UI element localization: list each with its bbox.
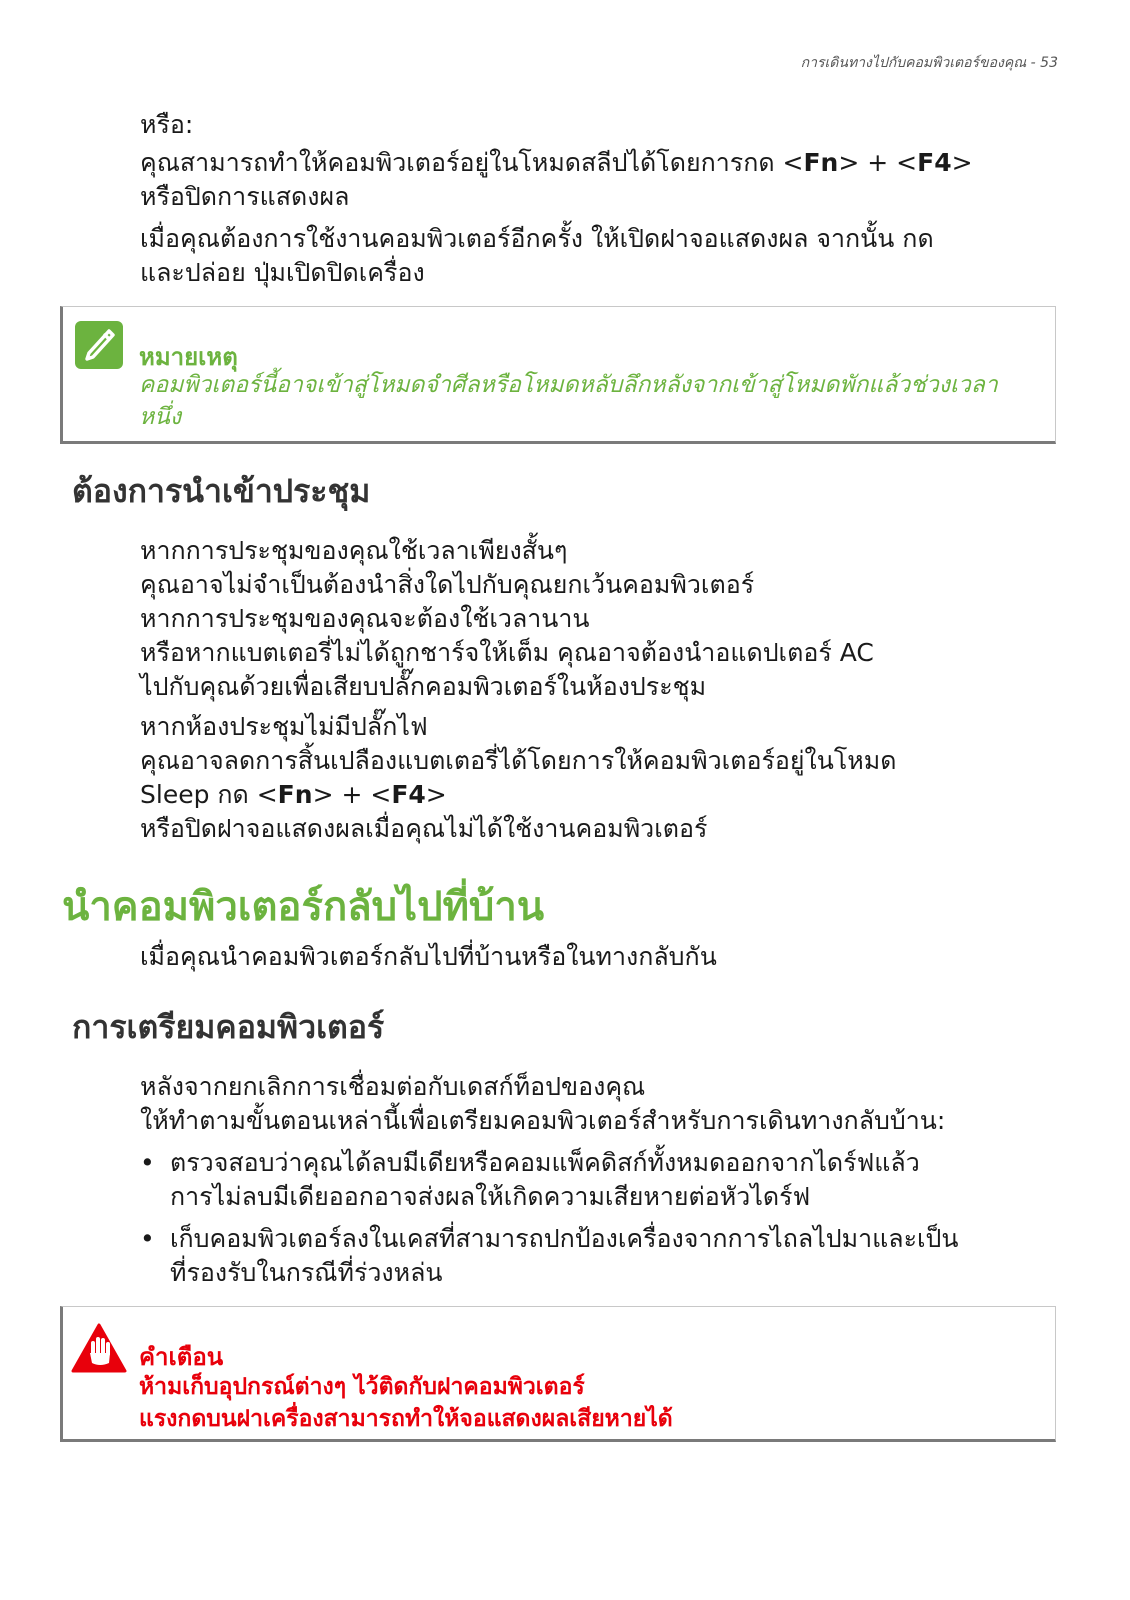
note-title: หมายเหตุ: [139, 343, 238, 371]
note-line2: หนึ่ง: [139, 404, 182, 430]
meeting-line-2: คุณอาจไม่จำเป็นต้องนำสิ่งใดไปกับคุณยกเว้นคอมพิวเตอร์: [140, 570, 755, 599]
hand-stop-icon: [71, 1323, 127, 1375]
sleep-instruction: [140, 146, 1060, 214]
prepare-line-2: ให้ทำตามขั้นตอนเหล่านี้เพื่อเตรียมคอมพิวเตอร์สำหรับการเดินทางกลับบ้าน:: [140, 1106, 946, 1135]
bullet-icon: •: [140, 1224, 155, 1253]
warning-line1: ห้ามเก็บอุปกรณ์ต่างๆ ไว้ติดกับฝาคอมพิวเตอร์: [139, 1374, 585, 1400]
meeting-line-6: หากห้องประชุมไม่มีปลั๊กไฟ: [140, 712, 428, 741]
bullet-text: [170, 1222, 1060, 1290]
meeting-line-8b: > + <: [312, 780, 392, 809]
meeting-line-9: หรือปิดฝาจอแสดงผลเมื่อคุณไม่ได้ใช้งานคอมพิวเตอร์: [140, 814, 708, 843]
wake-text-line2: และปล่อย ปุ่มเปิดปิดเครื่อง: [140, 258, 425, 287]
home-heading: นำคอมพิวเตอร์กลับไปที่บ้าน: [62, 884, 545, 930]
prepare-heading: การเตรียมคอมพิวเตอร์: [72, 1008, 385, 1046]
bullet-2-line2: ที่รองรับในกรณีที่ร่วงหล่น: [170, 1258, 443, 1287]
key-fn: Fn: [803, 148, 839, 177]
sleep-text-a: คุณสามารถทำให้คอมพิวเตอร์อยู่ในโหมดสลีปได้โดยการกด <: [140, 148, 804, 177]
meeting-paragraph-1: [140, 534, 1060, 704]
note-line1: คอมพิวเตอร์นี้อาจเข้าสู่โหมดจำศีลหรือโหมดหลับลึกหลังจากเข้าสู่โหมดพักแล้วช่วงเวลา: [139, 372, 998, 398]
note-text: [139, 369, 1039, 433]
key-fn-2: Fn: [277, 780, 313, 809]
sleep-text-c: >: [951, 148, 973, 177]
meeting-line-8c: >: [425, 780, 447, 809]
bullet-icon: •: [140, 1148, 155, 1177]
warning-line2: แรงกดบนฝาเครื่องสามารถทำให้จอแสดงผลเสียหายได้: [139, 1406, 673, 1432]
bullet-2-line1: เก็บคอมพิวเตอร์ลงในเคสที่สามารถปกป้องเครื่องจากการไถลไปมาและเป็น: [170, 1224, 959, 1253]
meeting-line-8a: Sleep กด <: [140, 780, 278, 809]
warning-title: คำเตือน: [139, 1343, 224, 1371]
bullet-1-line1: ตรวจสอบว่าคุณได้ลบมีเดียหรือคอมแพ็คดิสก์ทั้งหมดออกจากไดร์ฟแล้ว: [170, 1148, 920, 1177]
home-text: เมื่อคุณนำคอมพิวเตอร์กลับไปที่บ้านหรือในทางกลับกัน: [140, 942, 717, 971]
warning-box: [60, 1306, 1056, 1442]
meeting-line-5: ไปกับคุณด้วยเพื่อเสียบปลั๊กคอมพิวเตอร์ในห้องประชุม: [140, 672, 707, 701]
bullet-1-line2: การไม่ลบมีเดียออกอาจส่งผลให้เกิดความเสียหายต่อหัวไดร์ฟ: [170, 1182, 811, 1211]
wake-instruction: [140, 222, 1060, 290]
sleep-text-line2: หรือปิดการแสดงผล: [140, 182, 350, 211]
meeting-line-4: หรือหากแบตเตอรี่ไม่ได้ถูกชาร์จให้เต็ม คุณอาจต้องนำอแดปเตอร์ AC: [140, 638, 874, 667]
pencil-icon: [75, 321, 123, 369]
prepare-line-1: หลังจากยกเลิกการเชื่อมต่อกับเดสก์ท็อปของคุณ: [140, 1072, 646, 1101]
bullet-text: [170, 1146, 1060, 1214]
note-box: [60, 306, 1056, 444]
or-label: หรือ:: [140, 110, 194, 139]
meeting-heading: ต้องการนำเข้าประชุม: [72, 472, 371, 510]
key-f4-2: F4: [391, 780, 426, 809]
meeting-line-3: หากการประชุมของคุณจะต้องใช้เวลานาน: [140, 604, 590, 633]
prepare-intro: [140, 1070, 1060, 1138]
wake-text-line1: เมื่อคุณต้องการใช้งานคอมพิวเตอร์อีกครั้ง ให้เปิดฝาจอแสดงผล จากนั้น กด: [140, 224, 934, 253]
running-head: การเดินทางไปกับคอมพิวเตอร์ของคุณ - 53: [800, 55, 1058, 71]
sleep-text-b: > + <: [838, 148, 918, 177]
meeting-paragraph-2: [140, 710, 1060, 846]
meeting-line-1: หากการประชุมของคุณใช้เวลาเพียงสั้นๆ: [140, 536, 568, 565]
key-f4: F4: [917, 148, 952, 177]
warning-text: [139, 1371, 1039, 1435]
meeting-line-7: คุณอาจลดการสิ้นเปลืองแบตเตอรี่ได้โดยการให้คอมพิวเตอร์อยู่ในโหมด: [140, 746, 897, 775]
